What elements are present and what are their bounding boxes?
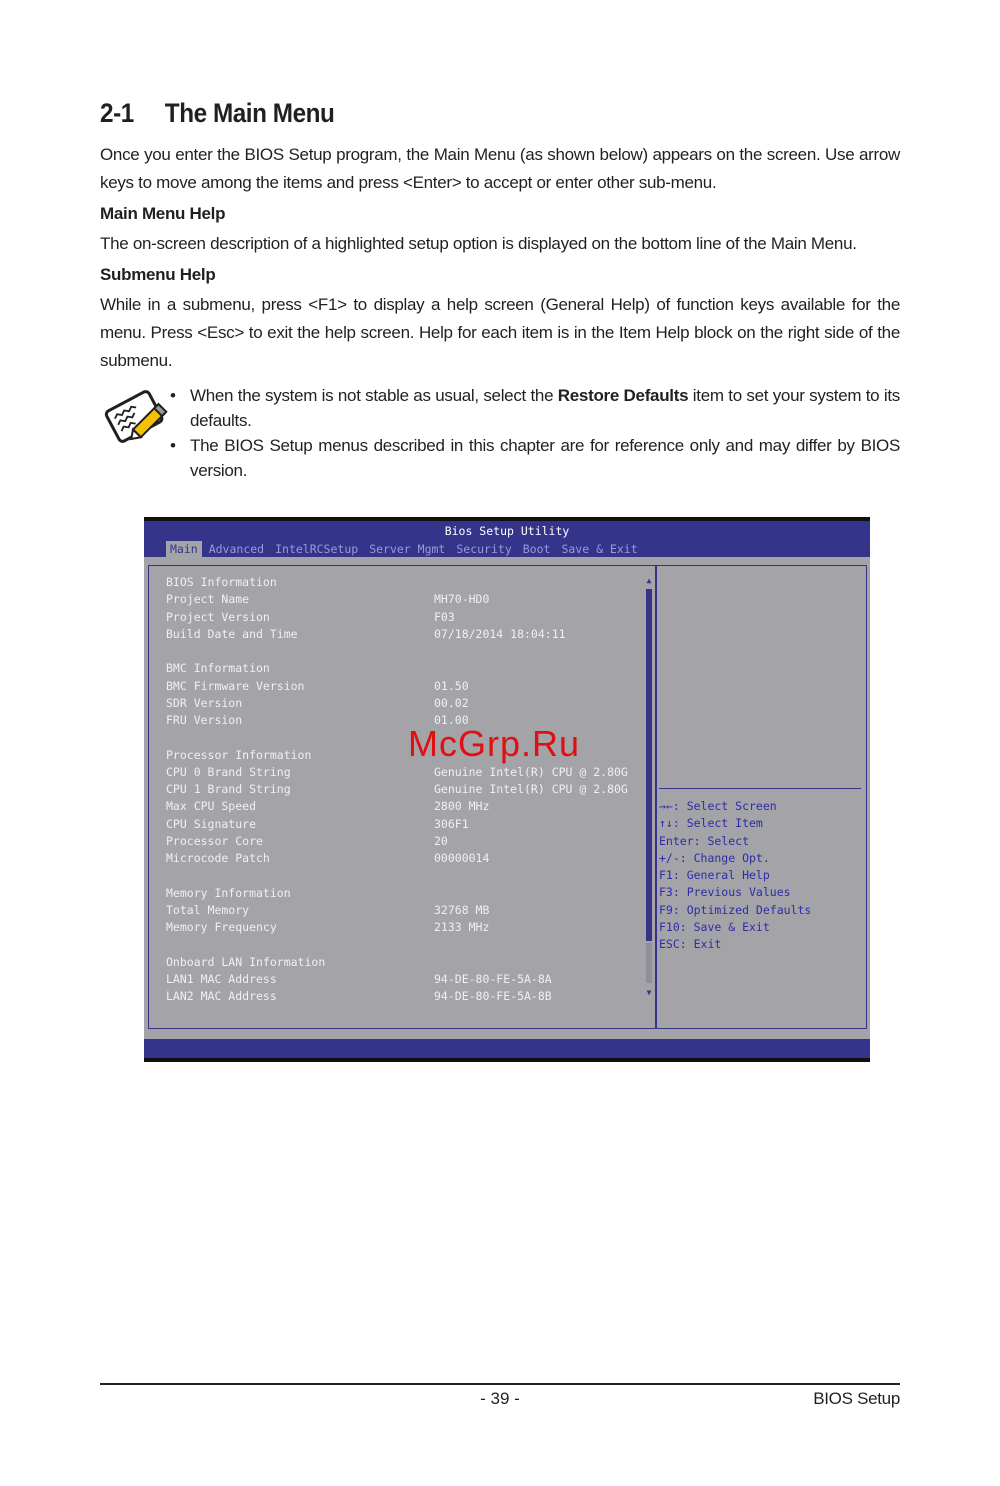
bios-help-line: F3: Previous Values <box>659 885 791 900</box>
bios-tab-advanced[interactable]: Advanced <box>208 542 265 556</box>
restore-defaults-term: Restore Defaults <box>557 386 689 405</box>
section-title: The Main Menu <box>164 98 335 128</box>
bios-row-value: 20 <box>434 833 448 848</box>
bios-help-line: ESC: Exit <box>659 937 722 951</box>
bios-info-row <box>166 695 628 712</box>
note-list <box>170 383 900 483</box>
bios-help-line: Enter: Select <box>659 833 750 848</box>
bios-info-row <box>166 626 628 643</box>
bios-row-value: F03 <box>434 609 455 624</box>
bios-tab-intelrcsetup[interactable]: IntelRCSetup <box>275 542 359 556</box>
bios-scrollbar[interactable] <box>645 577 653 997</box>
scroll-track <box>646 943 652 983</box>
bios-row-value: 94-DE-80-FE-5A-8B <box>434 989 552 1003</box>
bios-help-line: F10: Save & Exit <box>659 919 770 934</box>
watermark: McGrp.Ru <box>408 723 581 764</box>
bios-info-row <box>166 850 628 867</box>
bios-row-value: 01.00 <box>434 713 469 727</box>
bios-info-row <box>166 591 628 608</box>
bios-row-label: CPU 0 Brand String <box>166 764 291 779</box>
bios-row-label: Max CPU Speed <box>166 799 257 814</box>
bios-tab-main[interactable]: Main <box>166 541 202 557</box>
bios-row-label: FRU Version <box>166 713 243 727</box>
bios-row-value: 01.50 <box>434 678 469 693</box>
bios-info-row <box>166 919 628 936</box>
bios-info-row <box>166 678 628 695</box>
main-menu-help-heading: Main Menu Help <box>100 204 226 223</box>
bios-info-row <box>166 574 628 591</box>
bios-info-row <box>166 798 628 815</box>
bios-info-row <box>166 867 628 884</box>
bios-help-frame <box>655 565 867 1029</box>
bios-info-row <box>166 885 628 902</box>
bios-tab-bar <box>166 541 645 557</box>
bios-row-value: 2800 MHz <box>434 799 490 814</box>
bios-screenshot <box>144 517 870 1062</box>
bios-info-row <box>166 988 628 1005</box>
note-block <box>100 383 900 483</box>
bios-tab-save-exit[interactable]: Save & Exit <box>561 542 638 556</box>
bios-top-border <box>144 517 870 521</box>
page-number: - 39 - <box>480 1389 520 1408</box>
note-item: • When the system is not stable as usual, select the Restore Defaults item to set your system to its defaults. <box>170 383 900 433</box>
bios-row-value: MH70-HD0 <box>434 592 490 607</box>
bios-row-label: CPU 1 Brand String <box>166 782 291 796</box>
bios-row-label: SDR Version <box>166 695 243 710</box>
section-number: 2-1 <box>100 98 134 128</box>
bios-info-row <box>166 971 628 988</box>
footer-rule <box>100 1383 900 1385</box>
bios-row-value: 00000014 <box>434 851 490 865</box>
bios-row-value: 306F1 <box>434 816 469 831</box>
bios-title: Bios Setup Utility <box>444 524 570 538</box>
document-body <box>100 98 900 483</box>
intro-paragraph: Once you enter the BIOS Setup program, the Main Menu (as shown below) appears on the screen. Use arrow keys to move among the items and press <Enter> to accept or enter other sub-menu. <box>100 145 900 192</box>
bios-row-label: BMC Information <box>166 661 270 676</box>
scroll-down-arrow-icon[interactable]: ▼ <box>646 988 652 997</box>
bios-row-label: LAN2 MAC Address <box>166 989 277 1003</box>
bios-help-line: F9: Optimized Defaults <box>659 902 812 917</box>
bios-info-row <box>166 936 628 953</box>
bios-row-label: Onboard LAN Information <box>166 954 326 969</box>
bios-info-row <box>166 833 628 850</box>
bios-main-panel <box>144 557 870 1039</box>
bios-info-row <box>166 954 628 971</box>
bios-row-label: Project Version <box>166 609 270 624</box>
bios-row-label: Total Memory <box>166 902 250 917</box>
bios-help-line: F1: General Help <box>659 868 770 882</box>
bios-row-value: 2133 MHz <box>434 920 490 934</box>
bios-info-row <box>166 902 628 919</box>
bios-help-line: →←: Select Screen <box>659 799 777 813</box>
bios-row-label: Memory Information <box>166 885 291 900</box>
bios-info-row <box>166 660 628 677</box>
bios-tab-security[interactable]: Security <box>456 542 512 556</box>
bios-info-rows <box>166 574 628 1005</box>
note-item: • The BIOS Setup menus described in this chapter are for reference only and may differ by BIOS version. <box>170 433 900 483</box>
bios-row-value: 07/18/2014 18:04:11 <box>434 626 566 641</box>
pencil-note-icon <box>100 385 170 447</box>
bios-tab-server-mgmt[interactable]: Server Mgmt <box>369 542 446 556</box>
bios-info-row <box>166 816 628 833</box>
bios-row-value: 00.02 <box>434 695 469 710</box>
bios-row-label: LAN1 MAC Address <box>166 971 277 986</box>
scroll-thumb[interactable] <box>646 589 652 941</box>
bios-row-label: BMC Firmware Version <box>166 678 305 693</box>
bios-row-label: Project Name <box>166 592 250 607</box>
bios-info-row <box>166 609 628 626</box>
bios-bottom-border <box>144 1058 870 1062</box>
bios-row-label: Build Date and Time <box>166 626 298 641</box>
bios-help-line: ↑↓: Select Item <box>659 816 763 831</box>
bios-info-row <box>166 643 628 660</box>
bios-help-line: +/-: Change Opt. <box>659 850 770 865</box>
bios-row-value: 94-DE-80-FE-5A-8A <box>434 971 552 986</box>
bios-row-label: Processor Information <box>166 747 312 762</box>
bios-row-label: BIOS Information <box>166 575 277 589</box>
bios-info-row <box>166 764 628 781</box>
footer-section-title: BIOS Setup <box>813 1389 900 1408</box>
bios-row-label: Processor Core <box>166 833 263 848</box>
bios-row-value: 32768 MB <box>434 902 490 917</box>
scroll-up-arrow-icon[interactable]: ▲ <box>646 576 652 585</box>
bios-row-value: Genuine Intel(R) CPU @ 2.80G <box>434 782 628 796</box>
bios-row-label: Memory Frequency <box>166 920 277 934</box>
bios-row-label: CPU Signature <box>166 816 257 831</box>
bios-row-value: Genuine Intel(R) CPU @ 2.80G <box>434 764 628 779</box>
bios-info-row <box>166 781 628 798</box>
submenu-help-heading: Submenu Help <box>100 265 216 284</box>
bios-help-keys <box>659 798 811 953</box>
main-menu-help-text: The on-screen description of a highlighted setup option is displayed on the bottom line of the Main Menu. <box>100 234 857 253</box>
bios-tab-boot[interactable]: Boot <box>522 542 551 556</box>
bios-row-label: Microcode Patch <box>166 851 270 865</box>
bios-status-bar <box>144 1039 870 1058</box>
submenu-help-text: While in a submenu, press <F1> to display a help screen (General Help) of function keys available for the menu. Press <Esc> to exit the help screen. Help for each item is in the Item Help block on the right side of the submenu. <box>100 295 900 370</box>
help-separator <box>659 788 861 789</box>
section-heading <box>100 98 820 129</box>
